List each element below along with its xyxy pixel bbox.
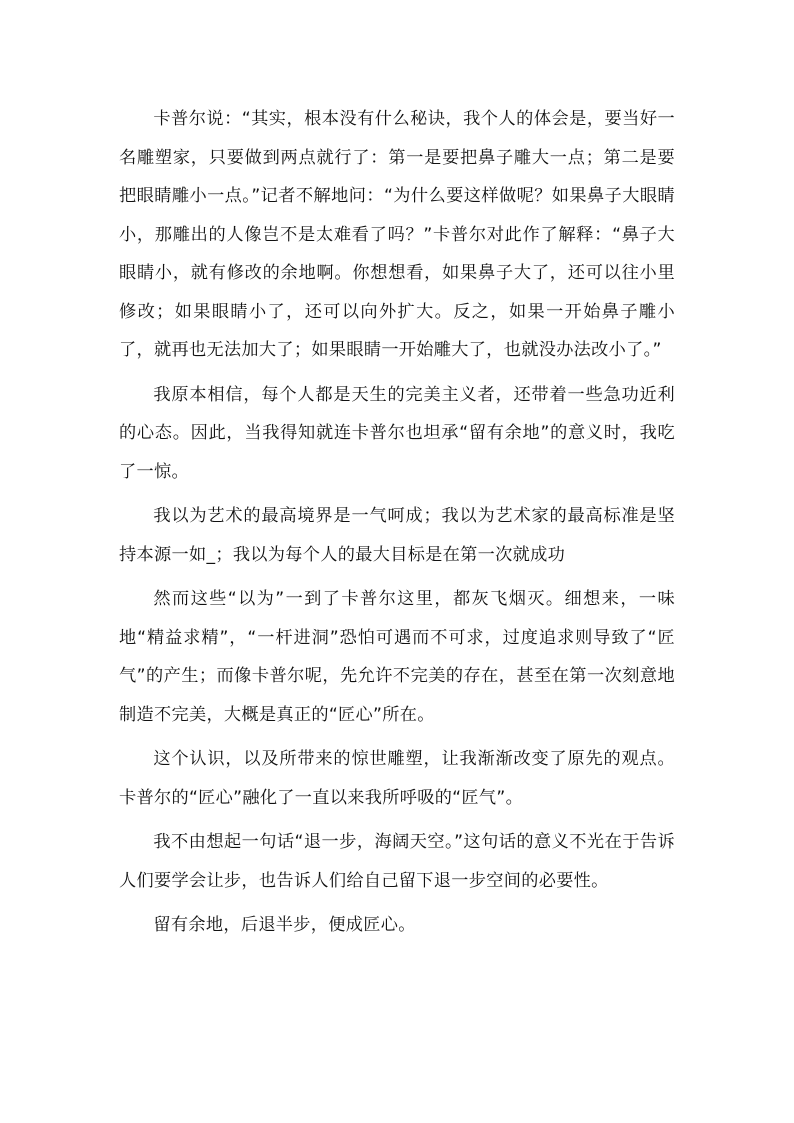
paragraph: 我不由想起一句话“退一步，海阔天空。”这句话的意义不光在于告诉人们要学会让步，也告诉人们给自己留下退一步空间的必要性。 <box>119 832 675 891</box>
paragraph: 这个认识，以及所带来的惊世雕塑，让我渐渐改变了原先的观点。卡普尔的“匠心”融化了一直以来我所呼吸的“匠气”。 <box>119 749 675 808</box>
paragraph: 我原本相信，每个人都是天生的完美主义者，还带着一些急功近利的心态。因此，当我得知就连卡普尔也坦承“留有余地”的意义时，我吃了一惊。 <box>119 384 675 482</box>
paragraph: 我以为艺术的最高境界是一气呵成；我以为艺术家的最高标准是坚持本源一如_；我以为每个人的最大目标是在第一次就成功 <box>119 506 675 565</box>
document-body <box>119 100 675 951</box>
paragraph: 然而这些“以为”一到了卡普尔这里，都灰飞烟灭。细想来，一味地“精益求精”，“一杆进洞”恐怕可遇而不可求，过度追求则导致了“匠气”的产生；而像卡普尔呢，先允许不完美的存在，甚至在第一次刻意地制造不完美，大概是真正的“匠心”所在。 <box>119 589 675 725</box>
paragraph: 卡普尔说：“其实，根本没有什么秘诀，我个人的体会是，要当好一名雕塑家，只要做到两点就行了：第一是要把鼻子雕大一点；第二是要把眼睛雕小一点。”记者不解地问：“为什么要这样做呢？如果鼻子大眼睛小，那雕出的人像岂不是太难看了吗？”卡普尔对此作了解释：“鼻子大眼睛小，就有修改的余地啊。你想想看，如果鼻子大了，还可以往小里修改；如果眼睛小了，还可以向外扩大。反之，如果一开始鼻子雕小了，就再也无法加大了；如果眼睛一开始雕大了，也就没办法改小了。” <box>119 109 675 360</box>
paragraph: 留有余地，后退半步，便成匠心。 <box>153 915 416 935</box>
